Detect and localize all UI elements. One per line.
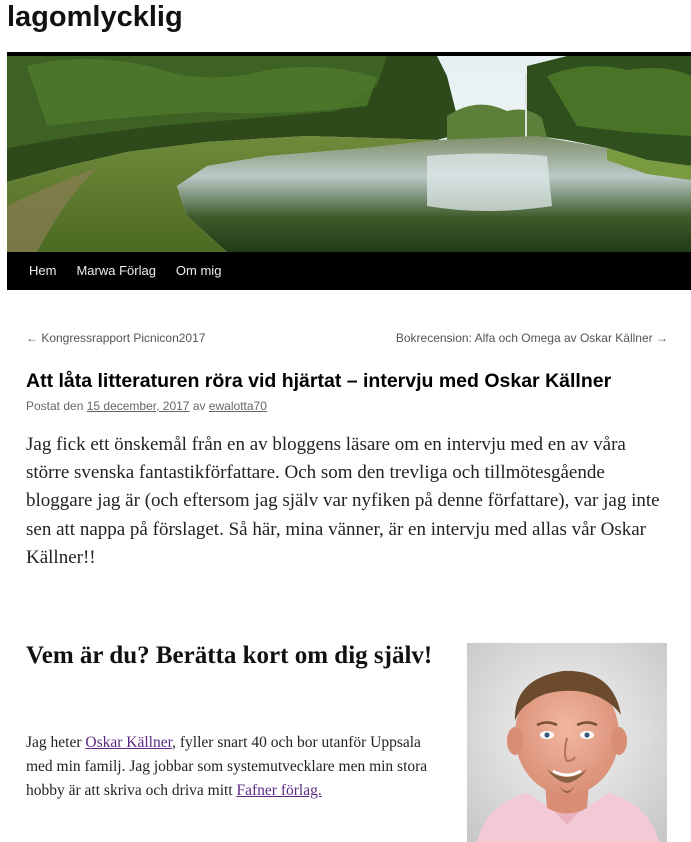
previous-post-link[interactable]: ← Kongressrapport Picnicon2017 bbox=[26, 331, 206, 345]
author-portrait-image bbox=[467, 643, 667, 842]
post-date-link[interactable]: 15 december, 2017 bbox=[86, 399, 190, 413]
main-menu bbox=[7, 252, 691, 290]
menu-item-hem[interactable]: Hem bbox=[29, 263, 57, 278]
post-title: Att låta litteraturen röra vid hjärtat – intervju med Oskar Källner bbox=[26, 370, 612, 392]
previous-post-link-wrap bbox=[26, 331, 205, 345]
next-post-link-wrap bbox=[396, 331, 668, 345]
header-image bbox=[7, 52, 691, 252]
posted-prefix: Postat den bbox=[26, 399, 84, 413]
menu-item-marwa-forlag[interactable]: Marwa Förlag bbox=[76, 263, 156, 278]
oskar-kallner-link[interactable]: Oskar Källner bbox=[85, 734, 173, 751]
fafner-forlag-link[interactable]: Fafner förlag. bbox=[236, 782, 322, 799]
section-text-2: , fyller snart 40 och bor utanför Uppsala med min familj. Jag jobbar som systemutvecklare men min stora hobby är att skriva och driva mitt bbox=[26, 734, 428, 799]
section-text-1: Jag heter bbox=[26, 734, 86, 751]
author-photo bbox=[467, 643, 667, 842]
post-author-link[interactable]: ewalotta70 bbox=[208, 399, 267, 413]
site-title[interactable]: lagomlycklig bbox=[7, 1, 183, 33]
canal-landscape-image bbox=[7, 56, 691, 252]
next-post-link[interactable]: Bokrecension: Alfa och Omega av Oskar Källner → bbox=[395, 331, 668, 345]
post-navigation bbox=[26, 331, 668, 349]
section-paragraph bbox=[26, 731, 446, 803]
post-meta bbox=[26, 398, 267, 414]
section-heading: Vem är du? Berätta kort om dig själv! bbox=[26, 642, 433, 669]
by-label: av bbox=[192, 399, 206, 413]
post-intro-paragraph: Jag fick ett önskemål från en av bloggens läsare om en intervju med en av våra större svenska fantastikförfattare. Och som den trevliga och tillmötesgående bloggare jag är (och eftersom jag själv var nyfiken på denne författare), var jag inte sen att nappa på förslaget. Så här, mina vänner, är en intervju med allas vår Oskar Källner!! bbox=[26, 434, 660, 568]
menu-item-om-mig[interactable]: Om mig bbox=[175, 263, 222, 278]
